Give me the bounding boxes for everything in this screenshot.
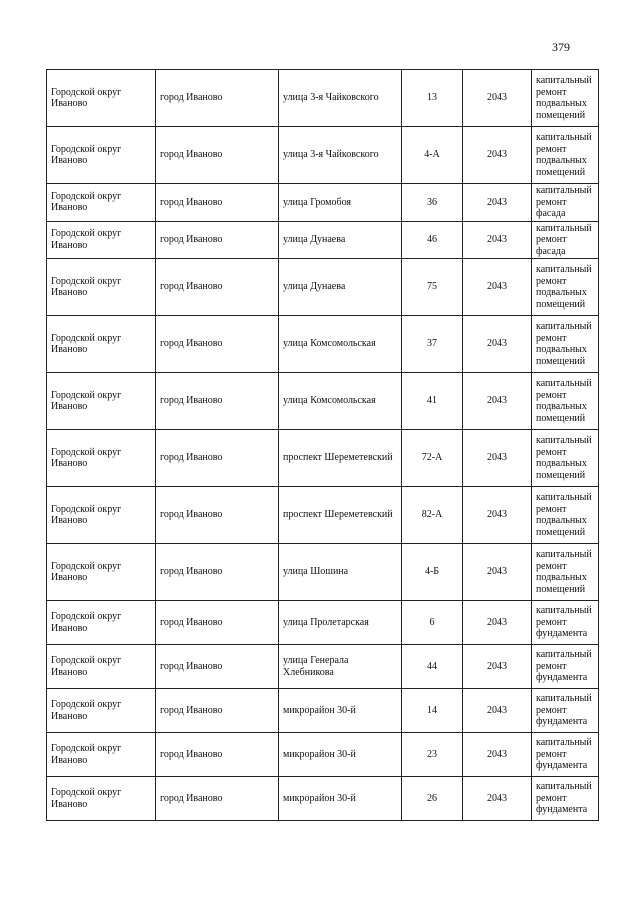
year-cell: 2043 — [463, 259, 532, 316]
year-cell: 2043 — [463, 544, 532, 601]
year-cell: 2043 — [463, 777, 532, 821]
district-cell: Городской округ Иваново — [47, 689, 156, 733]
house-number-cell: 6 — [402, 601, 463, 645]
work-type-cell: капитальный ремонт фундамента — [532, 733, 599, 777]
street-cell: микрорайон 30-й — [279, 777, 402, 821]
street-cell: улица Пролетарская — [279, 601, 402, 645]
table-row — [47, 373, 599, 430]
work-type-cell: капитальный ремонт фундамента — [532, 601, 599, 645]
street-cell: улица Генерала Хлебникова — [279, 645, 402, 689]
year-cell: 2043 — [463, 487, 532, 544]
district-cell: Городской округ Иваново — [47, 733, 156, 777]
work-type-cell: капитальный ремонт подвальных помещений — [532, 373, 599, 430]
work-type-cell: капитальный ремонт фасада — [532, 221, 599, 259]
year-cell: 2043 — [463, 645, 532, 689]
table-row — [47, 601, 599, 645]
work-type-cell: капитальный ремонт фундамента — [532, 645, 599, 689]
house-number-cell: 4-А — [402, 127, 463, 184]
district-cell: Городской округ Иваново — [47, 430, 156, 487]
year-cell: 2043 — [463, 733, 532, 777]
city-cell: город Иваново — [156, 601, 279, 645]
district-cell: Городской округ Иваново — [47, 221, 156, 259]
district-cell: Городской округ Иваново — [47, 601, 156, 645]
street-cell: улица 3-я Чайковского — [279, 70, 402, 127]
work-type-cell: капитальный ремонт фасада — [532, 184, 599, 222]
city-cell: город Иваново — [156, 645, 279, 689]
work-type-cell: капитальный ремонт фундамента — [532, 777, 599, 821]
year-cell: 2043 — [463, 70, 532, 127]
year-cell: 2043 — [463, 221, 532, 259]
table-row — [47, 316, 599, 373]
table-row — [47, 430, 599, 487]
street-cell: микрорайон 30-й — [279, 733, 402, 777]
street-cell: микрорайон 30-й — [279, 689, 402, 733]
year-cell: 2043 — [463, 601, 532, 645]
district-cell: Городской округ Иваново — [47, 487, 156, 544]
table-row — [47, 544, 599, 601]
city-cell: город Иваново — [156, 316, 279, 373]
street-cell: улица Дунаева — [279, 221, 402, 259]
street-cell: улица Громобоя — [279, 184, 402, 222]
year-cell: 2043 — [463, 184, 532, 222]
city-cell: город Иваново — [156, 487, 279, 544]
table-row — [47, 70, 599, 127]
table-row — [47, 777, 599, 821]
city-cell: город Иваново — [156, 259, 279, 316]
house-number-cell: 41 — [402, 373, 463, 430]
street-cell: проспект Шереметевский — [279, 487, 402, 544]
house-number-cell: 36 — [402, 184, 463, 222]
city-cell: город Иваново — [156, 127, 279, 184]
house-number-cell: 23 — [402, 733, 463, 777]
table-row — [47, 184, 599, 222]
district-cell: Городской округ Иваново — [47, 777, 156, 821]
district-cell: Городской округ Иваново — [47, 645, 156, 689]
repair-registry-table — [46, 69, 599, 821]
house-number-cell: 26 — [402, 777, 463, 821]
work-type-cell: капитальный ремонт подвальных помещений — [532, 487, 599, 544]
house-number-cell: 44 — [402, 645, 463, 689]
year-cell: 2043 — [463, 316, 532, 373]
table-row — [47, 221, 599, 259]
work-type-cell: капитальный ремонт подвальных помещений — [532, 259, 599, 316]
house-number-cell: 37 — [402, 316, 463, 373]
registry-body — [47, 70, 599, 821]
district-cell: Городской округ Иваново — [47, 316, 156, 373]
house-number-cell: 75 — [402, 259, 463, 316]
district-cell: Городской округ Иваново — [47, 70, 156, 127]
table-row — [47, 127, 599, 184]
work-type-cell: капитальный ремонт подвальных помещений — [532, 544, 599, 601]
city-cell: город Иваново — [156, 221, 279, 259]
district-cell: Городской округ Иваново — [47, 373, 156, 430]
year-cell: 2043 — [463, 127, 532, 184]
work-type-cell: капитальный ремонт фундамента — [532, 689, 599, 733]
page-number: 379 — [552, 40, 570, 54]
street-cell: улица 3-я Чайковского — [279, 127, 402, 184]
city-cell: город Иваново — [156, 430, 279, 487]
year-cell: 2043 — [463, 689, 532, 733]
house-number-cell: 46 — [402, 221, 463, 259]
house-number-cell: 14 — [402, 689, 463, 733]
city-cell: город Иваново — [156, 733, 279, 777]
district-cell: Городской округ Иваново — [47, 544, 156, 601]
house-number-cell: 4-Б — [402, 544, 463, 601]
year-cell: 2043 — [463, 430, 532, 487]
district-cell: Городской округ Иваново — [47, 127, 156, 184]
house-number-cell: 82-А — [402, 487, 463, 544]
table-row — [47, 689, 599, 733]
table-row — [47, 487, 599, 544]
city-cell: город Иваново — [156, 184, 279, 222]
district-cell: Городской округ Иваново — [47, 259, 156, 316]
house-number-cell: 13 — [402, 70, 463, 127]
city-cell: город Иваново — [156, 777, 279, 821]
street-cell: проспект Шереметевский — [279, 430, 402, 487]
city-cell: город Иваново — [156, 689, 279, 733]
street-cell: улица Комсомольская — [279, 316, 402, 373]
city-cell: город Иваново — [156, 70, 279, 127]
street-cell: улица Комсомольская — [279, 373, 402, 430]
street-cell: улица Дунаева — [279, 259, 402, 316]
house-number-cell: 72-А — [402, 430, 463, 487]
table-row — [47, 733, 599, 777]
work-type-cell: капитальный ремонт подвальных помещений — [532, 316, 599, 373]
city-cell: город Иваново — [156, 544, 279, 601]
work-type-cell: капитальный ремонт подвальных помещений — [532, 430, 599, 487]
street-cell: улица Шошина — [279, 544, 402, 601]
city-cell: город Иваново — [156, 373, 279, 430]
district-cell: Городской округ Иваново — [47, 184, 156, 222]
work-type-cell: капитальный ремонт подвальных помещений — [532, 127, 599, 184]
year-cell: 2043 — [463, 373, 532, 430]
table-row — [47, 259, 599, 316]
work-type-cell: капитальный ремонт подвальных помещений — [532, 70, 599, 127]
table-row — [47, 645, 599, 689]
